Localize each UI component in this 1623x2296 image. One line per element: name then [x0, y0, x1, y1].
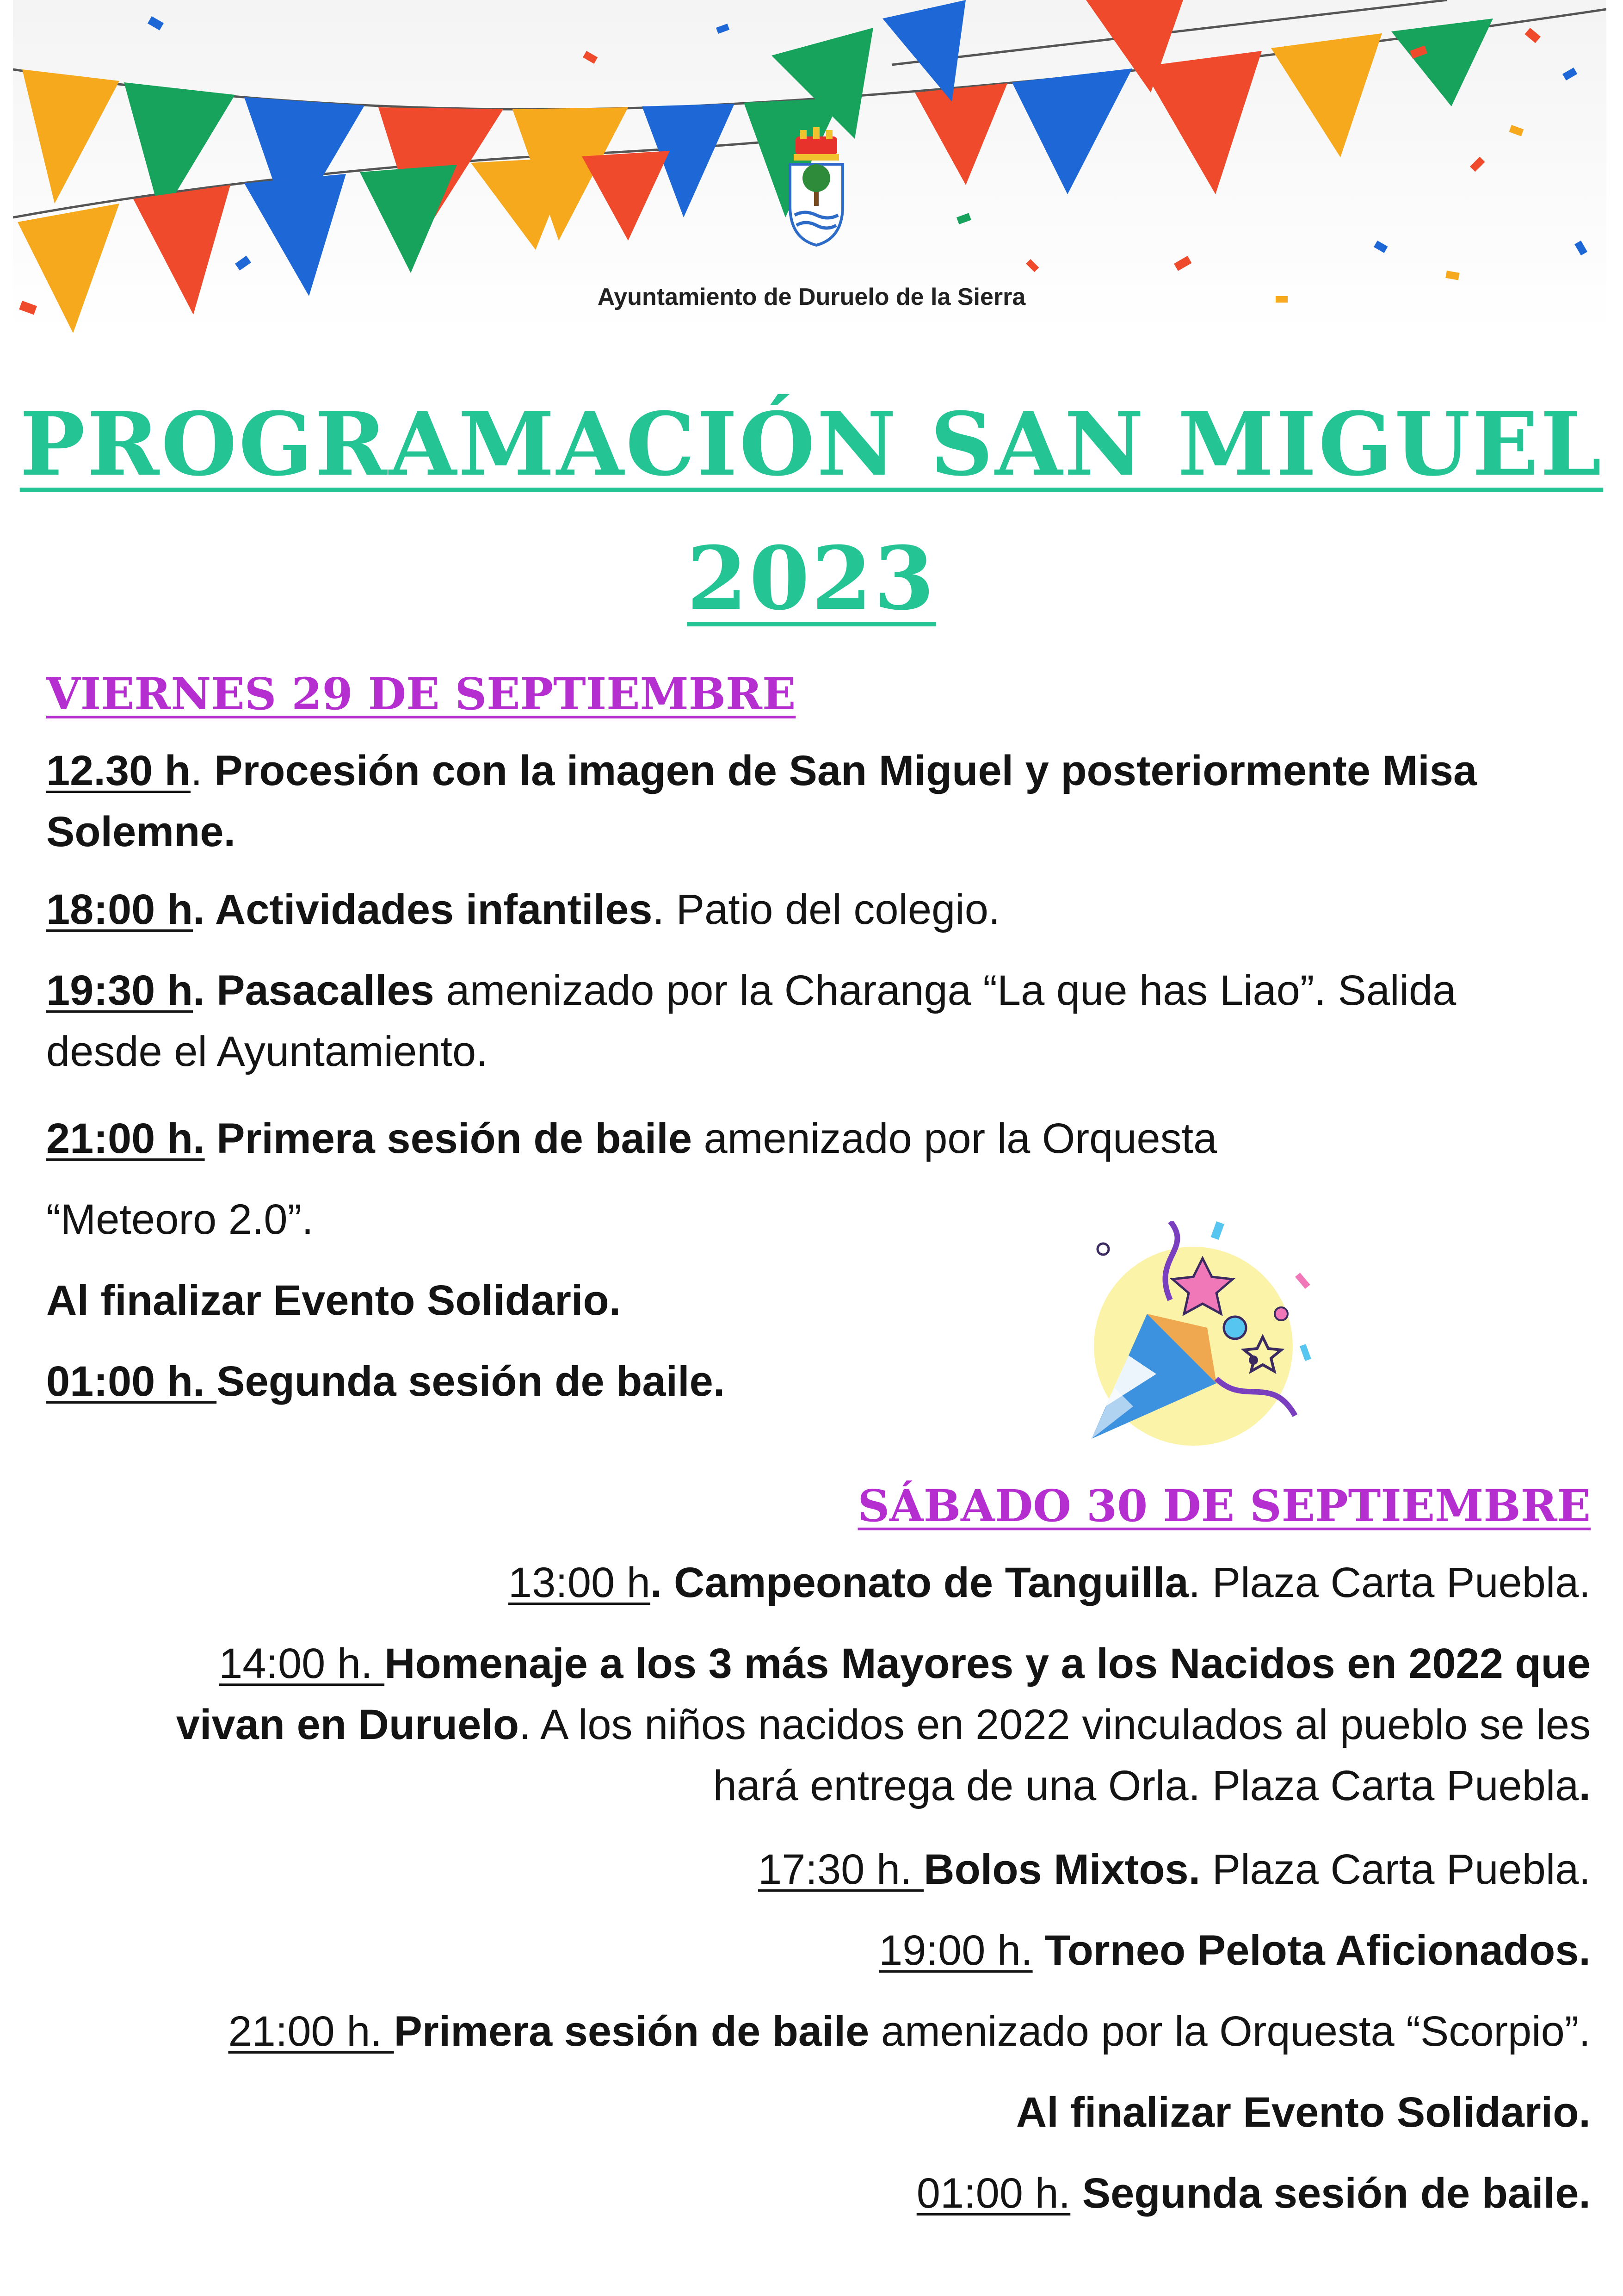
saturday-event-5	[228, 2001, 1591, 2062]
page-title-year: 2023	[686, 527, 937, 630]
event-title: Al finalizar Evento Solidario.	[46, 1277, 621, 1324]
event-time: 14:00 h.	[219, 1640, 385, 1687]
event-details: amenizado por la Charanga “La que has Liao”. Salida	[434, 967, 1456, 1014]
event-end-mark: .	[1579, 1762, 1591, 1809]
event-title: Primera sesión de baile	[394, 2008, 870, 2055]
event-time: 17:30 h.	[758, 1846, 924, 1893]
event-time: 19:00 h.	[879, 1927, 1033, 1974]
event-separator: .	[190, 747, 203, 794]
friday-event-7	[46, 1351, 725, 1412]
event-time: 12.30 h	[46, 747, 191, 794]
friday-event-4	[46, 1108, 1217, 1169]
event-location: Plaza Carta Puebla.	[1200, 1846, 1591, 1893]
event-time: 01:00 h.	[46, 1358, 217, 1405]
event-time: 21:00 h.	[46, 1115, 205, 1162]
event-title: Bolos Mixtos.	[924, 1846, 1201, 1893]
saturday-event-3	[758, 1839, 1591, 1900]
event-title-continued: Solemne.	[46, 808, 236, 855]
friday-event-3	[46, 960, 1456, 1082]
event-details-continued: hará entrega de una Orla. Plaza Carta Puebla	[713, 1762, 1579, 1809]
saturday-event-4	[879, 1920, 1591, 1981]
event-title: Segunda sesión de baile.	[1070, 2170, 1591, 2217]
event-title: Procesión con la imagen de San Miguel y posteriormente Misa	[202, 747, 1477, 794]
event-time: 13:00 h	[508, 1559, 650, 1606]
saturday-event-6	[1016, 2082, 1591, 2143]
page-title: PROGRAMACIÓN SAN MIGUEL	[19, 393, 1604, 495]
event-time: 19:30 h	[46, 967, 193, 1014]
event-title: Al finalizar Evento Solidario.	[1016, 2089, 1591, 2136]
council-name: Ayuntamiento de Duruelo de la Sierra	[597, 284, 1026, 310]
event-time: 21:00 h.	[228, 2008, 394, 2055]
event-details: amenizado por la Orquesta “Scorpio”.	[869, 2008, 1591, 2055]
saturday-event-7	[917, 2163, 1591, 2224]
coat-of-arms-icon	[782, 127, 851, 248]
saturday-event-2	[176, 1633, 1591, 1816]
event-details: . A los niños nacidos en 2022 vinculados al pueblo se les	[519, 1701, 1591, 1748]
event-title: Homenaje a los 3 más Mayores y a los Nacidos en 2022 que	[384, 1640, 1591, 1687]
friday-event-1	[46, 740, 1477, 862]
event-time: 01:00 h.	[916, 2170, 1071, 2217]
event-title: Primera sesión de baile	[204, 1115, 692, 1162]
saturday-event-1	[508, 1552, 1591, 1613]
event-details: amenizado por la Orquesta	[692, 1115, 1217, 1162]
event-details-continued: desde el Ayuntamiento.	[46, 1028, 488, 1075]
event-title: Torneo Pelota Aficionados.	[1032, 1927, 1591, 1974]
event-time: 18:00 h	[46, 886, 193, 933]
friday-event-2	[46, 879, 1000, 940]
event-location: . Plaza Carta Puebla.	[1188, 1559, 1591, 1606]
friday-heading: VIERNES 29 DE SEPTIEMBRE	[46, 668, 796, 720]
event-title: . Actividades infantiles	[193, 886, 653, 933]
event-title: . Campeonato de Tanguilla	[650, 1559, 1189, 1606]
party-popper-icon	[1078, 1221, 1318, 1462]
event-title: . Pasacalles	[193, 967, 434, 1014]
event-location: . Patio del colegio.	[652, 886, 1000, 933]
event-title-continued: vivan en Duruelo	[176, 1701, 519, 1748]
friday-event-5	[46, 1189, 314, 1250]
friday-event-6	[46, 1270, 621, 1331]
event-details: “Meteoro 2.0”.	[46, 1196, 314, 1243]
saturday-heading: SÁBADO 30 DE SEPTIEMBRE	[858, 1480, 1591, 1532]
event-title: Segunda sesión de baile.	[216, 1358, 725, 1405]
